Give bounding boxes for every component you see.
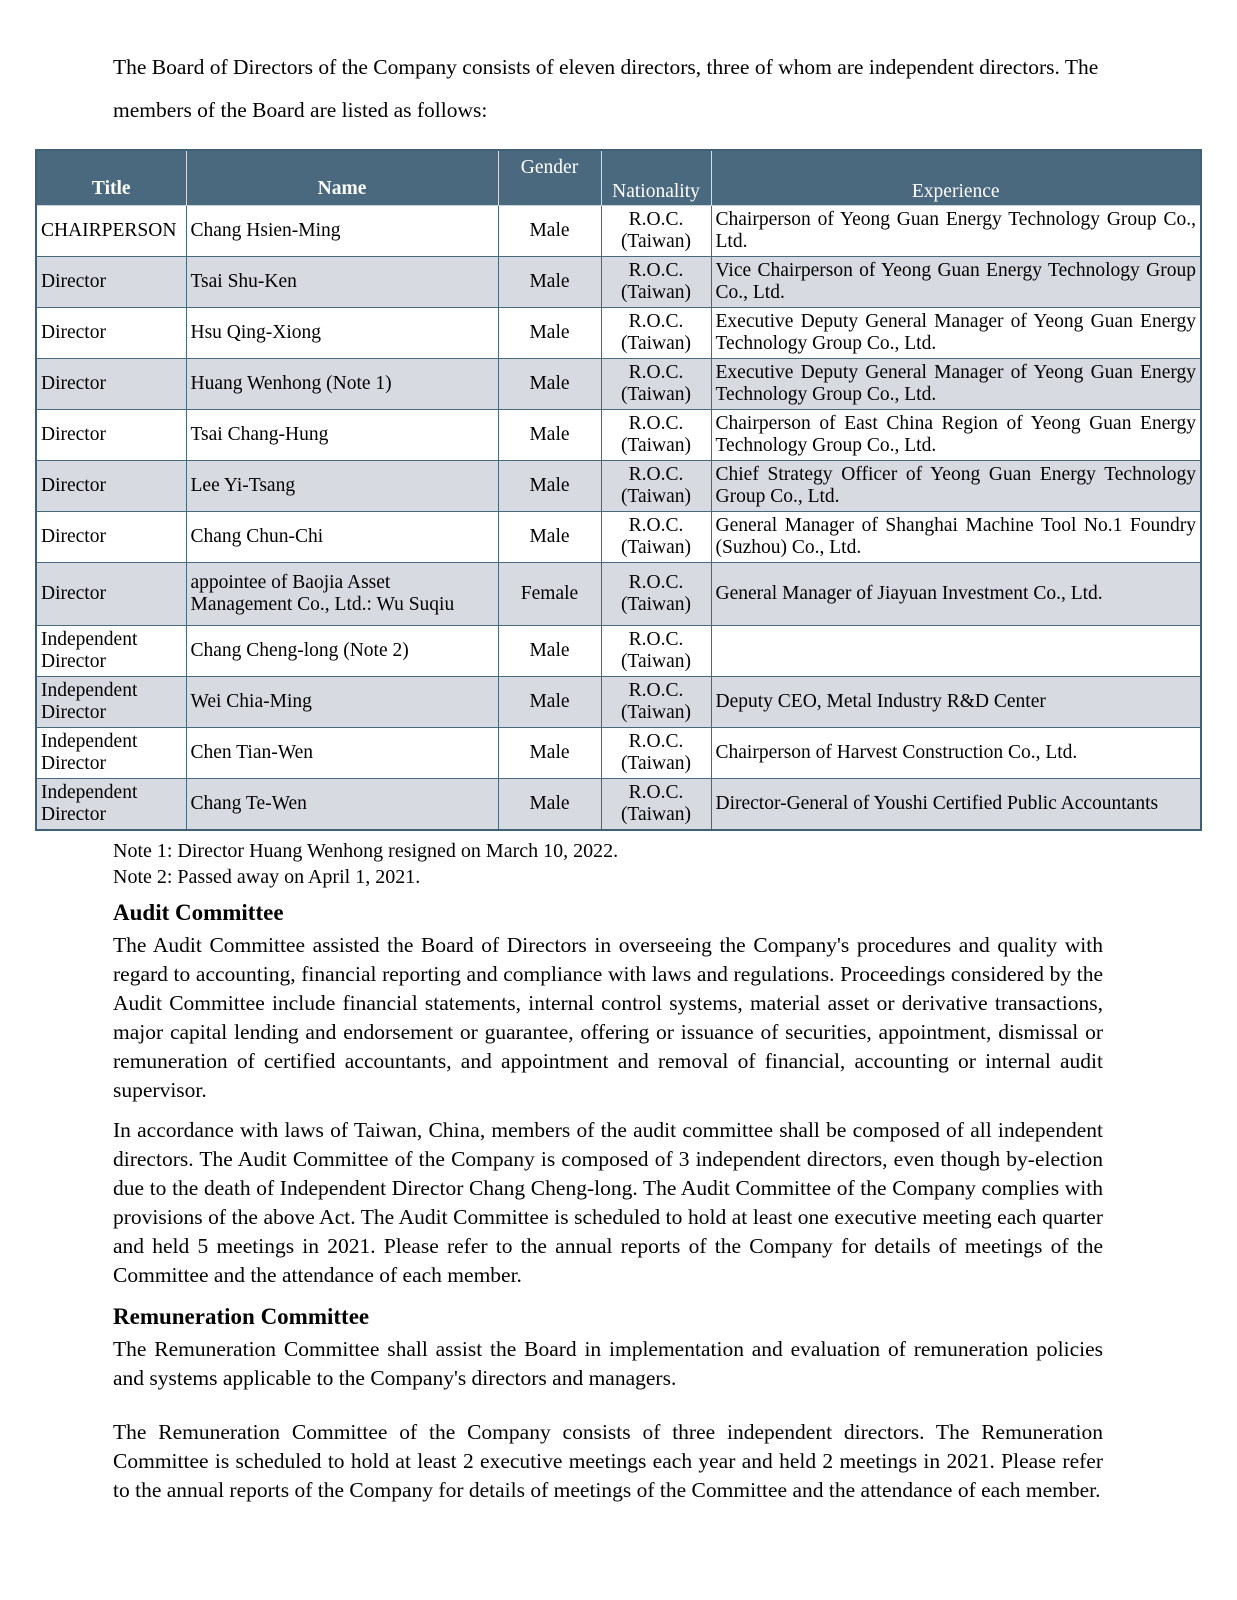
table-row (36, 779, 1201, 831)
table-row (36, 308, 1201, 359)
cell-nationality: R.O.C. (Taiwan) (601, 308, 711, 359)
cell-nationality: R.O.C. (Taiwan) (601, 512, 711, 563)
column-header-gender: Gender (498, 150, 601, 206)
cell-title: Director (36, 512, 186, 563)
cell-gender: Female (498, 563, 601, 626)
cell-experience: Chairperson of East China Region of Yeong Guan Energy Technology Group Co., Ltd. (711, 410, 1201, 461)
cell-experience: Vice Chairperson of Yeong Guan Energy Technology Group Co., Ltd. (711, 257, 1201, 308)
table-row (36, 206, 1201, 257)
cell-title: Independent Director (36, 677, 186, 728)
table-row (36, 677, 1201, 728)
cell-nationality: R.O.C. (Taiwan) (601, 206, 711, 257)
cell-nationality: R.O.C. (Taiwan) (601, 359, 711, 410)
cell-name: Wei Chia-Ming (186, 677, 498, 728)
cell-name: Chang Te-Wen (186, 779, 498, 831)
cell-gender: Male (498, 359, 601, 410)
cell-gender: Male (498, 461, 601, 512)
cell-experience (711, 626, 1201, 677)
cell-nationality: R.O.C. (Taiwan) (601, 461, 711, 512)
cell-nationality: R.O.C. (Taiwan) (601, 563, 711, 626)
cell-experience: Executive Deputy General Manager of Yeong Guan Energy Technology Group Co., Ltd. (711, 359, 1201, 410)
cell-name: Chang Hsien-Ming (186, 206, 498, 257)
cell-title: Independent Director (36, 626, 186, 677)
table-row (36, 359, 1201, 410)
remuneration-committee-heading: Remuneration Committee (113, 1304, 370, 1329)
audit-paragraph-1: The Audit Committee assisted the Board of Directors in overseeing the Company's procedures and quality with regard to accounting, financial reporting and compliance with laws and regulations. Proceedings considered by the Audit Committee include financial statements, internal control systems, material asset or derivative transactions, major capital lending and endorsement or guarantee, offering or issuance of securities, appointment, dismissal or remuneration of certified accountants, and appointment and removal of financial, accounting or internal audit supervisor. (113, 933, 1103, 1102)
cell-gender: Male (498, 626, 601, 677)
cell-name: Lee Yi-Tsang (186, 461, 498, 512)
cell-experience: Director-General of Youshi Certified Public Accountants (711, 779, 1201, 831)
cell-title: Director (36, 563, 186, 626)
column-header-name: Name (186, 150, 498, 206)
cell-name: Hsu Qing-Xiong (186, 308, 498, 359)
cell-title: Director (36, 359, 186, 410)
cell-experience: Chief Strategy Officer of Yeong Guan Energy Technology Group Co., Ltd. (711, 461, 1201, 512)
cell-nationality: R.O.C. (Taiwan) (601, 410, 711, 461)
board-of-directors-table (35, 149, 1202, 831)
column-header-title: Title (36, 150, 186, 206)
cell-gender: Male (498, 410, 601, 461)
cell-title: Director (36, 308, 186, 359)
table-notes (113, 838, 1237, 890)
cell-name: Tsai Shu-Ken (186, 257, 498, 308)
column-header-nationality: Nationality (601, 150, 711, 206)
cell-name: Chang Chun-Chi (186, 512, 498, 563)
cell-title: Director (36, 410, 186, 461)
remuneration-paragraph-1: The Remuneration Committee shall assist the Board in implementation and evaluation of remuneration policies and systems applicable to the Company's directors and managers. (113, 1337, 1103, 1390)
table-row (36, 728, 1201, 779)
cell-experience: General Manager of Shanghai Machine Tool No.1 Foundry (Suzhou) Co., Ltd. (711, 512, 1201, 563)
audit-committee-heading: Audit Committee (113, 900, 284, 925)
column-header-experience: Experience (711, 150, 1201, 206)
audit-paragraph-2: In accordance with laws of Taiwan, China, members of the audit committee shall be composed of all independent directors. The Audit Committee of the Company is composed of 3 independent directors, even though by-election due to the death of Independent Director Chang Cheng-long. The Audit Committee of the Company complies with provisions of the above Act. The Audit Committee is scheduled to hold at least one executive meeting each quarter and held 5 meetings in 2021. Please refer to the annual reports of the Company for details of meetings of the Committee and the attendance of each member. (113, 1118, 1103, 1287)
cell-experience: Deputy CEO, Metal Industry R&D Center (711, 677, 1201, 728)
cell-gender: Male (498, 512, 601, 563)
cell-title: Independent Director (36, 728, 186, 779)
cell-name: Chen Tian-Wen (186, 728, 498, 779)
cell-title: Director (36, 461, 186, 512)
cell-title: Independent Director (36, 779, 186, 831)
note-2: Note 2: Passed away on April 1, 2021. (113, 866, 421, 888)
cell-name: appointee of Baojia Asset Management Co., Ltd.: Wu Suqiu (186, 563, 498, 626)
cell-nationality: R.O.C. (Taiwan) (601, 257, 711, 308)
table-row (36, 626, 1201, 677)
table-row (36, 563, 1201, 626)
cell-name: Chang Cheng-long (Note 2) (186, 626, 498, 677)
cell-name: Tsai Chang-Hung (186, 410, 498, 461)
cell-nationality: R.O.C. (Taiwan) (601, 779, 711, 831)
table-row (36, 461, 1201, 512)
cell-gender: Male (498, 257, 601, 308)
cell-experience: Executive Deputy General Manager of Yeong Guan Energy Technology Group Co., Ltd. (711, 308, 1201, 359)
remuneration-paragraph-2: The Remuneration Committee of the Company consists of three independent directors. The Remuneration Committee is scheduled to hold at least 2 executive meetings each year and held 2 meetings in 2021. Please refer to the annual reports of the Company for details of meetings of the Committee and the attendance of each member. (113, 1420, 1103, 1502)
cell-experience: Chairperson of Harvest Construction Co., Ltd. (711, 728, 1201, 779)
cell-experience: General Manager of Jiayuan Investment Co., Ltd. (711, 563, 1201, 626)
cell-experience: Chairperson of Yeong Guan Energy Technology Group Co., Ltd. (711, 206, 1201, 257)
table-row (36, 410, 1201, 461)
cell-title: Director (36, 257, 186, 308)
cell-nationality: R.O.C. (Taiwan) (601, 626, 711, 677)
cell-name: Huang Wenhong (Note 1) (186, 359, 498, 410)
table-header-row (36, 150, 1201, 206)
cell-gender: Male (498, 677, 601, 728)
cell-gender: Male (498, 206, 601, 257)
cell-gender: Male (498, 308, 601, 359)
intro-paragraph: The Board of Directors of the Company consists of eleven directors, three of whom are independent directors. The members of the Board are listed as follows: (113, 55, 1099, 122)
cell-gender: Male (498, 779, 601, 831)
cell-title: CHAIRPERSON (36, 206, 186, 257)
cell-nationality: R.O.C. (Taiwan) (601, 728, 711, 779)
note-1: Note 1: Director Huang Wenhong resigned on March 10, 2022. (113, 840, 619, 862)
cell-nationality: R.O.C. (Taiwan) (601, 677, 711, 728)
table-row (36, 257, 1201, 308)
table-row (36, 512, 1201, 563)
cell-gender: Male (498, 728, 601, 779)
